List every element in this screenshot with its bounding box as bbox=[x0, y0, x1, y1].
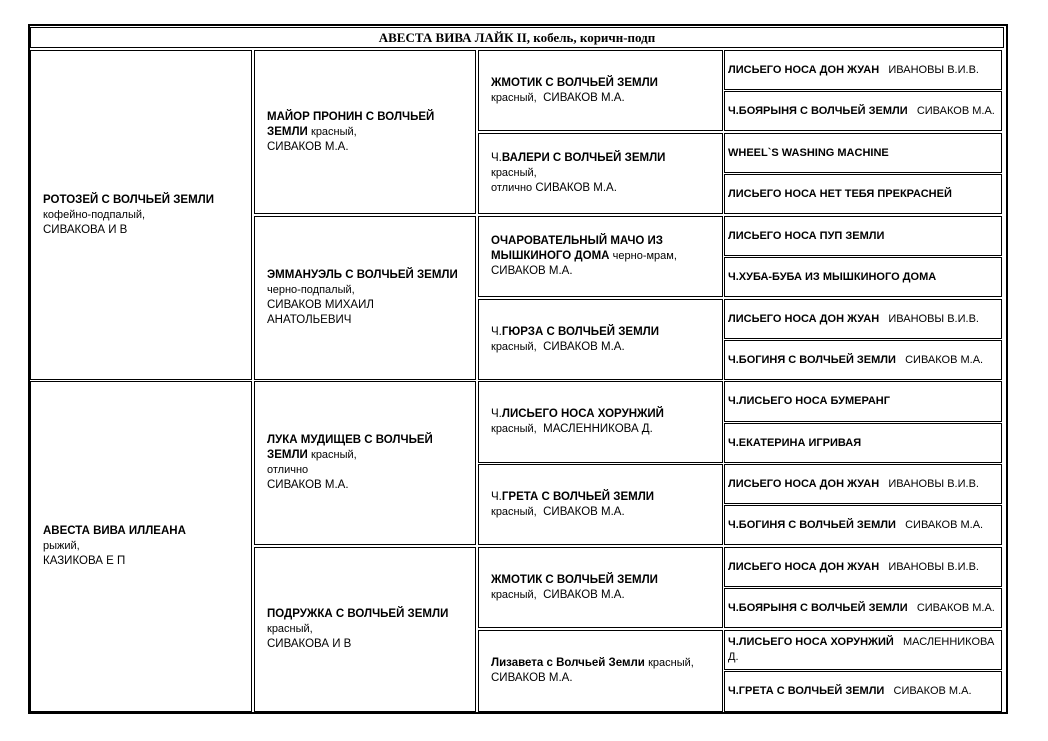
pedigree-color: красный, bbox=[491, 340, 537, 353]
pedigree-name: РОТОЗЕЙ С ВОЛЧЬЕЙ ЗЕМЛИ bbox=[43, 193, 214, 206]
pedigree-owner: СИВАКОВ М.А. bbox=[916, 104, 995, 117]
pedigree-color: красный, bbox=[267, 623, 313, 635]
pedigree-name: МАЙОР ПРОНИН С ВОЛЧЬЕЙ ЗЕМЛИ bbox=[267, 110, 435, 138]
pedigree-name: ЖМОТИК С ВОЛЧЬЕЙ ЗЕМЛИ bbox=[491, 573, 658, 586]
pedigree-owner: ИВАНОВЫ В.И.В. bbox=[888, 477, 979, 490]
pedigree-owner: СИВАКОВА И В bbox=[267, 638, 352, 650]
pedigree-name: ЛИСЬЕГО НОСА ДОН ЖУАН bbox=[728, 560, 880, 573]
pedigree-name: ПОДРУЖКА С ВОЛЧЬЕЙ ЗЕМЛИ bbox=[267, 608, 449, 620]
gen3-cell bbox=[478, 547, 723, 628]
gen4-cell bbox=[724, 381, 1002, 422]
gen4-cell bbox=[724, 174, 1002, 214]
gen2-cell bbox=[254, 50, 476, 214]
pedigree-color: рыжий, bbox=[43, 540, 80, 552]
pedigree-name: ЭММАНУЭЛЬ С ВОЛЧЬЕЙ ЗЕМЛИ bbox=[267, 269, 458, 281]
pedigree-color: красный, bbox=[311, 449, 357, 461]
gen3-cell bbox=[478, 50, 723, 131]
gen4-cell bbox=[724, 91, 1002, 131]
pedigree-color: красный, bbox=[491, 167, 537, 179]
pedigree-owner: СИВАКОВА И В bbox=[43, 223, 128, 236]
pedigree-color: черно-подпалый, bbox=[267, 284, 355, 296]
pedigree-title: АВЕСТА ВИВА ЛАЙК II, кобель, коричн-подп bbox=[30, 27, 1004, 48]
pedigree-color: красный, bbox=[648, 657, 694, 669]
pedigree-name: ВАЛЕРИ С ВОЛЧЬЕЙ ЗЕМЛИ bbox=[501, 152, 666, 164]
pedigree-owner: СИВАКОВ М.А. bbox=[543, 91, 625, 104]
pedigree-owner: СИВАКОВ МИХАИЛ АНАТОЛЬЕВИЧ bbox=[267, 299, 374, 326]
pedigree-owner: СИВАКОВ М.А. bbox=[543, 505, 625, 518]
pedigree-name: ЛИСЬЕГО НОСА НЕТ ТЕБЯ ПРЕКРАСНЕЙ bbox=[728, 187, 952, 200]
pedigree-color: красный, bbox=[491, 588, 537, 601]
pedigree-name: ЛИСЬЕГО НОСА ДОН ЖУАН bbox=[728, 312, 880, 325]
pedigree-name: Ч.ГРЕТА С ВОЛЧЬЕЙ ЗЕМЛИ bbox=[728, 685, 885, 697]
pedigree-name: Ч.БОГИНЯ С ВОЛЧЬЕЙ ЗЕМЛИ bbox=[728, 518, 896, 531]
pedigree-color: черно-мрам, bbox=[612, 250, 677, 262]
gen1-sire bbox=[30, 50, 252, 380]
champion-prefix: Ч. bbox=[491, 408, 502, 420]
gen4-cell bbox=[724, 216, 1002, 256]
pedigree-owner: СИВАКОВ М.А. bbox=[491, 672, 573, 684]
pedigree-owner: СИВАКОВ М.А. bbox=[267, 479, 349, 491]
pedigree-name: ГРЕТА С ВОЛЧЬЕЙ ЗЕМЛИ bbox=[501, 490, 655, 503]
pedigree-color: красный, bbox=[491, 423, 537, 435]
gen4-cell bbox=[724, 671, 1002, 712]
gen4-cell bbox=[724, 423, 1002, 463]
pedigree-owner: МАСЛЕННИКОВА Д. bbox=[543, 423, 653, 435]
pedigree-color: красный, bbox=[491, 91, 537, 104]
pedigree-name: Лизавета с Волчьей Земли bbox=[491, 657, 645, 669]
pedigree-owner: СИВАКОВ М.А. bbox=[916, 601, 995, 614]
pedigree-name: Ч.ЛИСЬЕГО НОСА БУМЕРАНГ bbox=[728, 395, 890, 407]
pedigree-name: ЛИСЬЕГО НОСА ХОРУНЖИЙ bbox=[501, 408, 664, 420]
pedigree-name: Ч.БОЯРЫНЯ С ВОЛЧЬЕЙ ЗЕМЛИ bbox=[728, 601, 908, 614]
pedigree-owner: СИВАКОВ М.А. bbox=[893, 685, 972, 697]
pedigree-name: ЛИСЬЕГО НОСА ДОН ЖУАН bbox=[728, 477, 880, 490]
pedigree-owner: СИВАКОВ М.А. bbox=[905, 518, 984, 531]
pedigree-owner: СИВАКОВ М.А. bbox=[491, 265, 573, 277]
pedigree-owner: СИВАКОВ М.А. bbox=[905, 353, 984, 366]
pedigree-name: Ч.ХУБА-БУБА ИЗ МЫШКИНОГО ДОМА bbox=[728, 270, 937, 283]
pedigree-name: АВЕСТА ВИВА ИЛЛЕАНА bbox=[43, 525, 186, 537]
pedigree-name: Ч.БОЯРЫНЯ С ВОЛЧЬЕЙ ЗЕМЛИ bbox=[728, 104, 908, 117]
pedigree-name: ЖМОТИК С ВОЛЧЬЕЙ ЗЕМЛИ bbox=[491, 76, 658, 89]
gen1-dam bbox=[30, 381, 252, 712]
pedigree-name: Ч.БОГИНЯ С ВОЛЧЬЕЙ ЗЕМЛИ bbox=[728, 353, 896, 366]
pedigree-color: красный, bbox=[491, 505, 537, 518]
pedigree-owner: МАСЛЕННИКОВА Д. bbox=[728, 636, 995, 663]
pedigree-name: ЛИСЬЕГО НОСА ПУП ЗЕМЛИ bbox=[728, 229, 885, 242]
gen4-cell bbox=[724, 588, 1002, 628]
pedigree-owner: СИВАКОВ М.А. bbox=[543, 340, 625, 353]
gen4-cell bbox=[724, 630, 1002, 670]
pedigree-owner: КАЗИКОВА Е П bbox=[43, 555, 126, 567]
gen3-cell bbox=[478, 630, 723, 712]
gen3-cell bbox=[478, 464, 723, 545]
pedigree-owner: СИВАКОВ М.А. bbox=[535, 182, 617, 194]
gen4-cell bbox=[724, 464, 1002, 504]
gen2-cell bbox=[254, 547, 476, 712]
gen4-cell bbox=[724, 340, 1002, 380]
pedigree-color: кофейно-подпалый, bbox=[43, 208, 146, 221]
pedigree-name: ГЮРЗА С ВОЛЧЬЕЙ ЗЕМЛИ bbox=[501, 325, 659, 338]
pedigree-owner: ИВАНОВЫ В.И.В. bbox=[888, 560, 979, 573]
pedigree-owner: СИВАКОВ М.А. bbox=[267, 140, 349, 153]
gen3-cell bbox=[478, 216, 723, 297]
champion-prefix: Ч. bbox=[491, 325, 502, 338]
gen3-cell bbox=[478, 381, 723, 463]
pedigree-name: ЛУКА МУДИЩЕВ С ВОЛЧЬЕЙ ЗЕМЛИ bbox=[267, 434, 433, 461]
pedigree-name: ОЧАРОВАТЕЛЬНЫЙ МАЧО ИЗ МЫШКИНОГО ДОМА bbox=[491, 235, 664, 262]
gen3-cell bbox=[478, 299, 723, 380]
pedigree-name: WHEEL`S WASHING MACHINE bbox=[728, 146, 889, 159]
pedigree-grade: отлично bbox=[267, 464, 309, 476]
champion-prefix: Ч. bbox=[491, 490, 502, 503]
pedigree-owner: СИВАКОВ М.А. bbox=[543, 588, 625, 601]
gen4-cell bbox=[724, 50, 1002, 90]
pedigree-color: красный, bbox=[311, 125, 357, 138]
pedigree-name: Ч.ЛИСЬЕГО НОСА ХОРУНЖИЙ bbox=[728, 636, 894, 648]
pedigree-grade: отлично bbox=[491, 182, 533, 194]
gen4-cell bbox=[724, 257, 1002, 297]
gen4-cell bbox=[724, 547, 1002, 587]
pedigree-name: Ч.ЕКАТЕРИНА ИГРИВАЯ bbox=[728, 436, 862, 449]
gen4-cell bbox=[724, 133, 1002, 173]
pedigree-name: ЛИСЬЕГО НОСА ДОН ЖУАН bbox=[728, 63, 880, 76]
gen4-cell bbox=[724, 299, 1002, 339]
gen4-cell bbox=[724, 505, 1002, 545]
pedigree-owner: ИВАНОВЫ В.И.В. bbox=[888, 312, 979, 325]
gen3-cell bbox=[478, 133, 723, 214]
champion-prefix: Ч. bbox=[491, 152, 502, 164]
gen2-cell bbox=[254, 216, 476, 380]
gen2-cell bbox=[254, 381, 476, 545]
pedigree-owner: ИВАНОВЫ В.И.В. bbox=[888, 63, 979, 76]
